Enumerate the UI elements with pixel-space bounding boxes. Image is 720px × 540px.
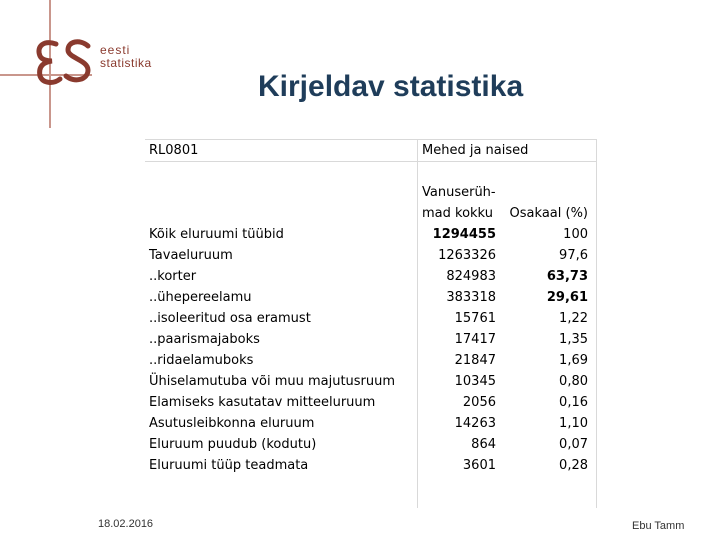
table-row: Eluruum puudub (kodutu) 864 0,07: [145, 434, 597, 455]
column-header-row-1: [145, 182, 597, 203]
col-count-header-1: Vanuserüh-: [422, 185, 496, 200]
column-header-row-2: [145, 203, 597, 224]
table-row: ..ühepereelamu 383318 29,61: [145, 287, 597, 308]
page-title: Kirjeldav statistika: [258, 70, 524, 103]
table-row: Elamiseks kasutatav mitteeluruum 2056 0,16: [145, 392, 597, 413]
table-row: Asutusleibkonna eluruum 14263 1,10: [145, 413, 597, 434]
group-header: Mehed ja naised: [418, 140, 597, 162]
table-blank-row: [145, 476, 597, 508]
statistics-logo-icon: [30, 34, 94, 88]
table-code: RL0801: [145, 140, 418, 162]
footer-author: Ebu Tamm: [632, 520, 685, 532]
table-row: Kõik eluruumi tüübid 1294455 100: [145, 224, 597, 245]
table-row: Tavaeluruum 1263326 97,6: [145, 245, 597, 266]
table-blank-row: [145, 162, 597, 183]
table-row: ..korter 824983 63,73: [145, 266, 597, 287]
table-row: Eluruumi tüüp teadmata 3601 0,28: [145, 455, 597, 476]
col-count-header-2: mad kokku: [422, 206, 493, 221]
statistics-table: [145, 139, 597, 508]
table-row: ..isoleeritud osa eramust 15761 1,22: [145, 308, 597, 329]
footer-date: 18.02.2016: [98, 518, 154, 530]
col-share-header: Osakaal (%): [500, 203, 597, 224]
table-row: ..ridaelamuboks 21847 1,69: [145, 350, 597, 371]
table-row: Ühiselamutuba või muu majutusruum 10345 0,80: [145, 371, 597, 392]
logo-text-line1: eesti: [100, 43, 131, 57]
table-header-row: [145, 140, 597, 162]
table-row: ..paarismajaboks 17417 1,35: [145, 329, 597, 350]
logo-text-line2: statistika: [100, 56, 152, 70]
